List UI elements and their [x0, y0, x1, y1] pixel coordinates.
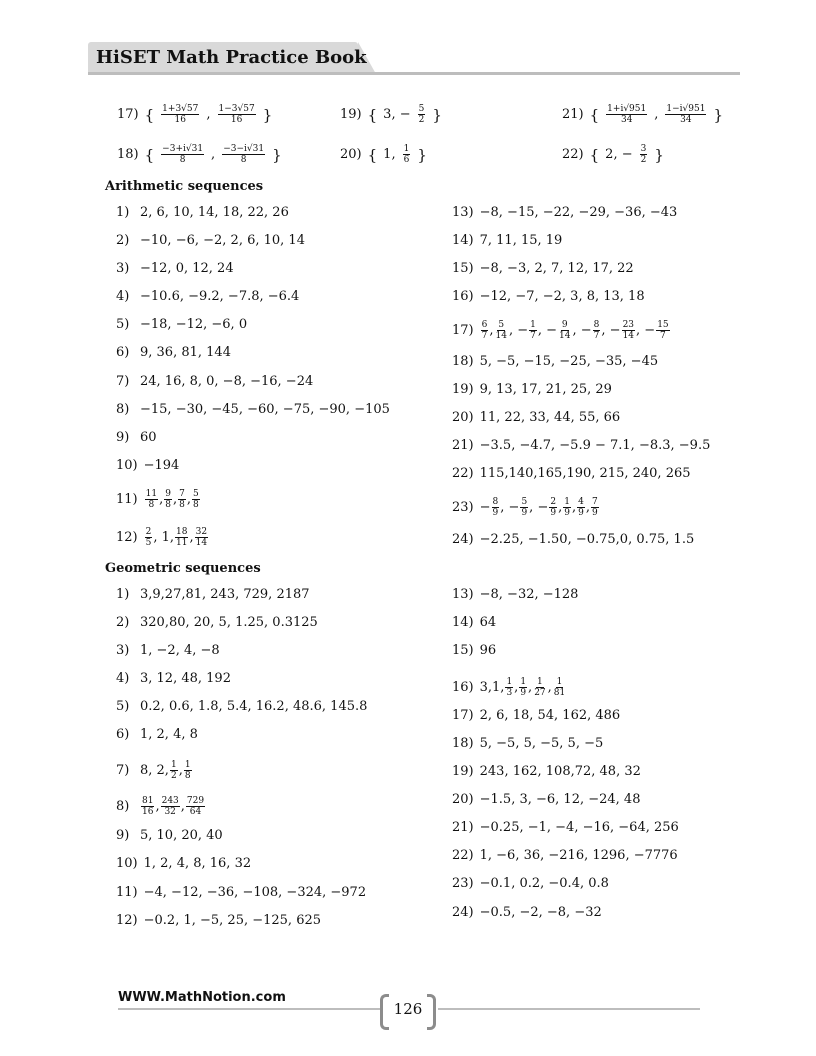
arithmetic-answer [452, 205, 677, 221]
item-number: 6) [116, 727, 130, 742]
fraction [161, 796, 180, 817]
arithmetic-answer [116, 233, 305, 249]
fraction [558, 320, 571, 341]
item-number: 14) [452, 615, 474, 630]
answer-expression: 1, −2, 4, −8 [140, 643, 220, 658]
arithmetic-answer [116, 261, 234, 277]
bracket-right [427, 994, 436, 1030]
item-number: 21) [452, 438, 474, 453]
numerator: 7 [179, 489, 185, 499]
numerator: 2 [550, 497, 557, 507]
item-number: 18) [452, 736, 474, 751]
denominator: 8 [148, 500, 155, 510]
denominator: 11 [176, 538, 188, 548]
numerator: 23 [622, 320, 635, 330]
denominator: 14 [195, 538, 208, 548]
fraction [481, 320, 489, 341]
fraction: $\frac{3}{2}$ [640, 144, 647, 165]
item-number: 15) [452, 261, 474, 276]
fraction [529, 320, 537, 341]
answer-expression: 2, 6, 10, 14, 18, 22, 26 [140, 205, 289, 220]
arithmetic-answer [452, 532, 694, 548]
numerator: 5 [498, 320, 505, 330]
item-number: 12) [116, 529, 138, 545]
fraction [164, 489, 172, 510]
answer-expression: −8, −3, 2, 7, 12, 17, 22 [479, 261, 634, 276]
item-number: 19) [340, 106, 362, 122]
item-number: 17) [452, 322, 474, 338]
arithmetic-answer [452, 438, 710, 454]
answer-expression: 64 [479, 615, 497, 630]
answer-expression: −12, 0, 12, 24 [140, 261, 234, 276]
fraction: 1+i√951 34 [607, 104, 647, 125]
item-number: 10) [116, 856, 138, 871]
denominator: 9 [591, 508, 598, 518]
page-number: 126 [393, 1000, 423, 1018]
arithmetic-answer [452, 497, 600, 518]
arithmetic-answer [116, 402, 390, 418]
answer-expression: 7, 11, 15, 19 [479, 233, 563, 248]
geometric-answer [452, 615, 496, 631]
answer-expression: −194 [143, 458, 180, 473]
arithmetic-answer [116, 430, 157, 446]
fraction: 1−i√951 34 [666, 104, 706, 125]
fraction [563, 497, 571, 518]
geometric-answer [116, 587, 310, 603]
numerator: 1 [520, 677, 527, 687]
quad-answer-20: 20) { 1, 1 6 } [340, 144, 427, 165]
answer-expression: −10.6, −9.2, −7.8, −6.4 [140, 289, 300, 304]
arithmetic-answer [452, 410, 620, 426]
denominator: 9 [521, 508, 528, 518]
geometric-answer [116, 796, 206, 817]
denominator: 7 [593, 331, 600, 341]
item-number: 6) [116, 345, 130, 360]
item-number: 22) [452, 848, 474, 863]
answer-expression: 5, 10, 20, 40 [140, 828, 223, 843]
denominator: 8 [192, 500, 199, 510]
item-number: 18) [117, 146, 139, 162]
geometric-answer [116, 885, 366, 901]
arithmetic-answer [116, 527, 209, 548]
fraction [495, 320, 508, 341]
geometric-answer [452, 820, 679, 836]
denominator: 64 [189, 807, 202, 817]
geometric-answer [116, 643, 220, 659]
fraction [577, 497, 585, 518]
denominator: 9 [520, 688, 527, 698]
denominator: 14 [495, 331, 507, 341]
page-number-box [378, 994, 438, 1024]
fraction [593, 320, 601, 341]
item-number: 8) [116, 402, 130, 417]
footer-rule-left [118, 1008, 380, 1010]
item-number: 11) [116, 885, 138, 900]
lead-values: 3,1, [479, 679, 505, 695]
fraction [186, 796, 205, 817]
answer-expression: −0.1, 0.2, −0.4, 0.8 [479, 876, 609, 891]
arithmetic-answer [452, 261, 634, 277]
fraction [141, 796, 154, 817]
denominator: 9 [564, 508, 570, 518]
denominator: 27 [534, 688, 546, 698]
denominator: 32 [164, 807, 176, 817]
answer-expression: 3,1, $\frac{1}{3}$ , $\frac{1}{9}$ , $\frac{1}{27}$ , $\frac{1}{81}$ [479, 677, 566, 698]
answer-expression: 115,140,165,190, 215, 240, 265 [479, 466, 691, 481]
denominator: 81 [553, 688, 566, 698]
fraction [656, 320, 669, 341]
item-number: 8) [116, 798, 130, 814]
geometric-answer [116, 727, 198, 743]
answer-expression: 9, 13, 17, 21, 25, 29 [479, 382, 612, 397]
answer-expression: −12, −7, −2, 3, 8, 13, 18 [479, 289, 645, 304]
denominator: 8 [179, 500, 185, 510]
answer-expression: − $\frac{8}{9}$ , − $\frac{5}{9}$ , − $\frac{2}{9}$ , $\frac{1}{9}$ , $\frac{4}{9}$ , $\frac{7}{9}$ [479, 497, 598, 518]
answer-expression: −1.5, 3, −6, 12, −24, 48 [479, 792, 641, 807]
geometric-answer [452, 905, 602, 921]
fraction: −3+i√31 8 [162, 144, 204, 165]
item-number: 15) [452, 643, 474, 658]
answer-expression: −3.5, −4.7, −5.9 − 7.1, −8.3, −9.5 [479, 438, 711, 453]
item-number: 17) [117, 106, 139, 122]
numerator: 18 [176, 527, 188, 537]
denominator: 14 [559, 331, 571, 341]
denominator: 7 [481, 331, 488, 341]
arithmetic-title: Arithmetic sequences [105, 179, 264, 194]
answer-expression: −4, −12, −36, −108, −324, −972 [143, 885, 367, 900]
answer-expression: 2, 6, 18, 54, 162, 486 [479, 708, 621, 723]
item-number: 24) [452, 532, 474, 547]
site-link[interactable]: WWW.MathNotion.com [118, 990, 286, 1005]
item-number: 9) [116, 828, 130, 843]
numerator: 11 [145, 489, 158, 499]
geometric-answer [452, 677, 567, 698]
quad-answer-18: 18) { −3+i√31 8 , −3−i√31 8 } [117, 144, 282, 165]
numerator: 6 [481, 320, 488, 330]
denominator: 16 [142, 807, 154, 817]
quad-answer-21: 21) { 1+i√951 34 , 1−i√951 34 } [562, 104, 723, 125]
answer-expression: $\frac{81}{16}$ , $\frac{243}{32}$ , $\frac{729}{64}$ [142, 796, 205, 817]
fraction: 1−3√57 16 [218, 104, 255, 125]
answer-expression: 1, 2, 4, 8 [140, 727, 198, 742]
numerator: 9 [165, 489, 171, 499]
item-number: 4) [116, 671, 130, 686]
denominator: 9 [550, 508, 557, 518]
answer-expression: 96 [479, 643, 497, 658]
book-title: HiSET Math Practice Book [96, 47, 367, 68]
item-number: 7) [116, 762, 130, 778]
item-number: 20) [452, 410, 474, 425]
answer-expression: 320,80, 20, 5, 1.25, 0.3125 [140, 615, 318, 630]
denominator: 8 [165, 500, 171, 510]
arithmetic-answer [452, 320, 671, 341]
item-number: 23) [452, 876, 474, 891]
denominator: 5 [145, 538, 152, 548]
answer-expression: −0.5, −2, −8, −32 [479, 905, 602, 920]
geometric-answer [116, 828, 223, 844]
numerator: 1 [530, 320, 536, 330]
geometric-answer [452, 848, 678, 864]
item-number: 14) [452, 233, 474, 248]
geometric-answer [116, 699, 367, 715]
item-number: 19) [452, 764, 474, 779]
fraction [145, 489, 158, 510]
item-number: 10) [116, 458, 138, 473]
denominator: 14 [622, 331, 635, 341]
geometric-title: Geometric sequences [105, 561, 261, 576]
geometric-answer [116, 913, 321, 929]
numerator: 5 [521, 497, 528, 507]
separator: , 1, [153, 529, 175, 545]
quad-answer-19: 19) { 3, − $\frac{5}{2}$ } [340, 104, 442, 125]
item-number: 2) [116, 233, 130, 248]
arithmetic-answer [116, 345, 231, 361]
numerator: 729 [186, 796, 205, 806]
fraction [520, 497, 528, 518]
answer-expression: −18, −12, −6, 0 [140, 317, 248, 332]
bracket-left [380, 994, 389, 1030]
fraction [519, 677, 527, 698]
answer-expression: 9, 36, 81, 144 [140, 345, 231, 360]
arithmetic-answer [116, 289, 299, 305]
denominator: 3 [506, 688, 513, 698]
fraction [505, 677, 513, 698]
item-number: 7) [116, 374, 130, 389]
denominator: 9 [492, 508, 499, 518]
numerator: 15 [657, 320, 669, 330]
numerator: 1 [184, 760, 191, 770]
arithmetic-answer [116, 458, 179, 474]
item-number: 11) [116, 491, 138, 507]
answer-expression: −0.2, 1, −5, 25, −125, 625 [143, 913, 322, 928]
item-number: 16) [452, 679, 474, 695]
item-number: 5) [116, 699, 130, 714]
item-number: 16) [452, 289, 474, 304]
arithmetic-answer [116, 374, 313, 390]
geometric-answer [452, 643, 496, 659]
fraction [175, 527, 188, 548]
geometric-answer [116, 856, 251, 872]
numerator: 8 [492, 497, 499, 507]
item-number: 3) [116, 261, 130, 276]
numerator: 1 [537, 677, 543, 687]
arithmetic-answer [116, 317, 247, 333]
arithmetic-answer [116, 489, 201, 510]
answer-expression: $\frac{2}{5}$ , 1, $\frac{18}{11}$ , $\frac{32}{14}$ [145, 527, 208, 548]
numerator: 1 [556, 677, 563, 687]
answer-expression: 1, 2, 4, 8, 16, 32 [143, 856, 252, 871]
answer-expression: $\frac{11}{8}$ , $\frac{9}{8}$ , $\frac{7}{8}$ , $\frac{5}{8}$ [145, 489, 199, 510]
fraction [178, 489, 186, 510]
answer-expression: −8, −32, −128 [479, 587, 579, 602]
footer-rule-right [438, 1008, 700, 1010]
answer-expression: 5, −5, 5, −5, 5, −5 [479, 736, 604, 751]
answer-expression: −15, −30, −45, −60, −75, −90, −105 [140, 402, 390, 417]
denominator: 9 [578, 508, 584, 518]
numerator: 4 [578, 497, 584, 507]
item-number: 2) [116, 615, 130, 630]
answer-expression: −8, −15, −22, −29, −36, −43 [479, 205, 678, 220]
answer-expression: 3,9,27,81, 243, 729, 2187 [140, 587, 310, 602]
item-number: 21) [562, 106, 584, 122]
numerator: 1 [564, 497, 570, 507]
fraction [195, 527, 208, 548]
denominator: 8 [184, 771, 191, 781]
fraction [184, 760, 192, 781]
answer-expression: −2.25, −1.50, −0.75,0, 0.75, 1.5 [479, 532, 695, 547]
arithmetic-answer [452, 354, 658, 370]
numerator: 5 [192, 489, 199, 499]
fraction [622, 320, 635, 341]
fraction [591, 497, 599, 518]
item-number: 20) [340, 146, 362, 162]
item-number: 17) [452, 708, 474, 723]
answer-expression: 8, 2, $\frac{1}{2}$ , $\frac{1}{8}$ [140, 760, 191, 781]
geometric-answer [452, 736, 603, 752]
answer-expression: −0.25, −1, −4, −16, −64, 256 [479, 820, 679, 835]
numerator: 8 [593, 320, 600, 330]
fraction: 1 6 [403, 144, 410, 165]
item-number: 13) [452, 205, 474, 220]
fraction: −3−i√31 8 [223, 144, 265, 165]
geometric-answer [116, 615, 318, 631]
geometric-answer [116, 760, 193, 781]
item-number: 24) [452, 905, 474, 920]
denominator: 7 [530, 331, 536, 341]
item-number: 21) [452, 820, 474, 835]
answer-expression: $\frac{6}{7}$ , $\frac{5}{14}$ , − $\frac{1}{7}$ , − $\frac{9}{14}$ , − $\frac{8}{7}$ , − $\frac{23}{14}$ , − $\frac{15}{7}$ [481, 320, 669, 341]
answer-expression: 11, 22, 33, 44, 55, 66 [479, 410, 621, 425]
lead-values: 8, 2, [140, 762, 169, 778]
geometric-answer [452, 876, 609, 892]
answer-expression: 1, −6, 36, −216, 1296, −7776 [479, 848, 678, 863]
fraction [533, 677, 546, 698]
answer-expression: −10, −6, −2, 2, 6, 10, 14 [140, 233, 305, 248]
geometric-answer [116, 671, 231, 687]
geometric-answer [452, 792, 640, 808]
item-number: 12) [116, 913, 138, 928]
fraction [549, 497, 557, 518]
quad-answer-22: 22) { 2, − $\frac{3}{2}$ } [562, 144, 664, 165]
geometric-answer [452, 764, 641, 780]
numerator: 1 [506, 677, 513, 687]
fraction: 1+3√57 16 [162, 104, 199, 125]
fraction [492, 497, 500, 518]
item-number: 23) [452, 499, 474, 515]
answer-expression: 24, 16, 8, 0, −8, −16, −24 [140, 374, 314, 389]
item-number: 4) [116, 289, 130, 304]
denominator: 2 [170, 771, 177, 781]
item-number: 5) [116, 317, 130, 332]
header-rule [88, 72, 740, 75]
fraction [192, 489, 200, 510]
fraction [170, 760, 178, 781]
item-number: 22) [452, 466, 474, 481]
numerator: 243 [161, 796, 179, 806]
numerator: 2 [145, 527, 152, 537]
item-number: 19) [452, 382, 474, 397]
geometric-answer [452, 708, 620, 724]
arithmetic-answer [452, 289, 645, 305]
item-number: 1) [116, 587, 130, 602]
item-number: 9) [116, 430, 130, 445]
item-number: 13) [452, 587, 474, 602]
answer-expression: 60 [140, 430, 157, 445]
arithmetic-answer [116, 205, 289, 221]
numerator: 9 [561, 320, 568, 330]
numerator: 81 [142, 796, 154, 806]
item-number: 1) [116, 205, 130, 220]
geometric-answer [452, 587, 578, 603]
numerator: 7 [591, 497, 598, 507]
answer-expression: 243, 162, 108,72, 48, 32 [479, 764, 641, 779]
answer-expression: 0.2, 0.6, 1.8, 5.4, 16.2, 48.6, 145.8 [140, 699, 368, 714]
item-number: 22) [562, 146, 584, 162]
answer-expression: 3, 12, 48, 192 [140, 671, 231, 686]
arithmetic-answer [452, 466, 691, 482]
arithmetic-answer [452, 233, 562, 249]
quad-answer-17: 17) { 1+3√57 16 , 1−3√57 16 } [117, 104, 273, 125]
item-number: 3) [116, 643, 130, 658]
fraction: $\frac{5}{2}$ [418, 104, 425, 125]
item-number: 18) [452, 354, 474, 369]
answer-expression: 5, −5, −15, −25, −35, −45 [479, 354, 659, 369]
fraction [145, 527, 153, 548]
numerator: 32 [195, 527, 208, 537]
fraction [553, 677, 566, 698]
arithmetic-answer [452, 382, 612, 398]
denominator: 7 [660, 331, 666, 341]
numerator: 1 [170, 760, 177, 770]
item-number: 20) [452, 792, 474, 807]
